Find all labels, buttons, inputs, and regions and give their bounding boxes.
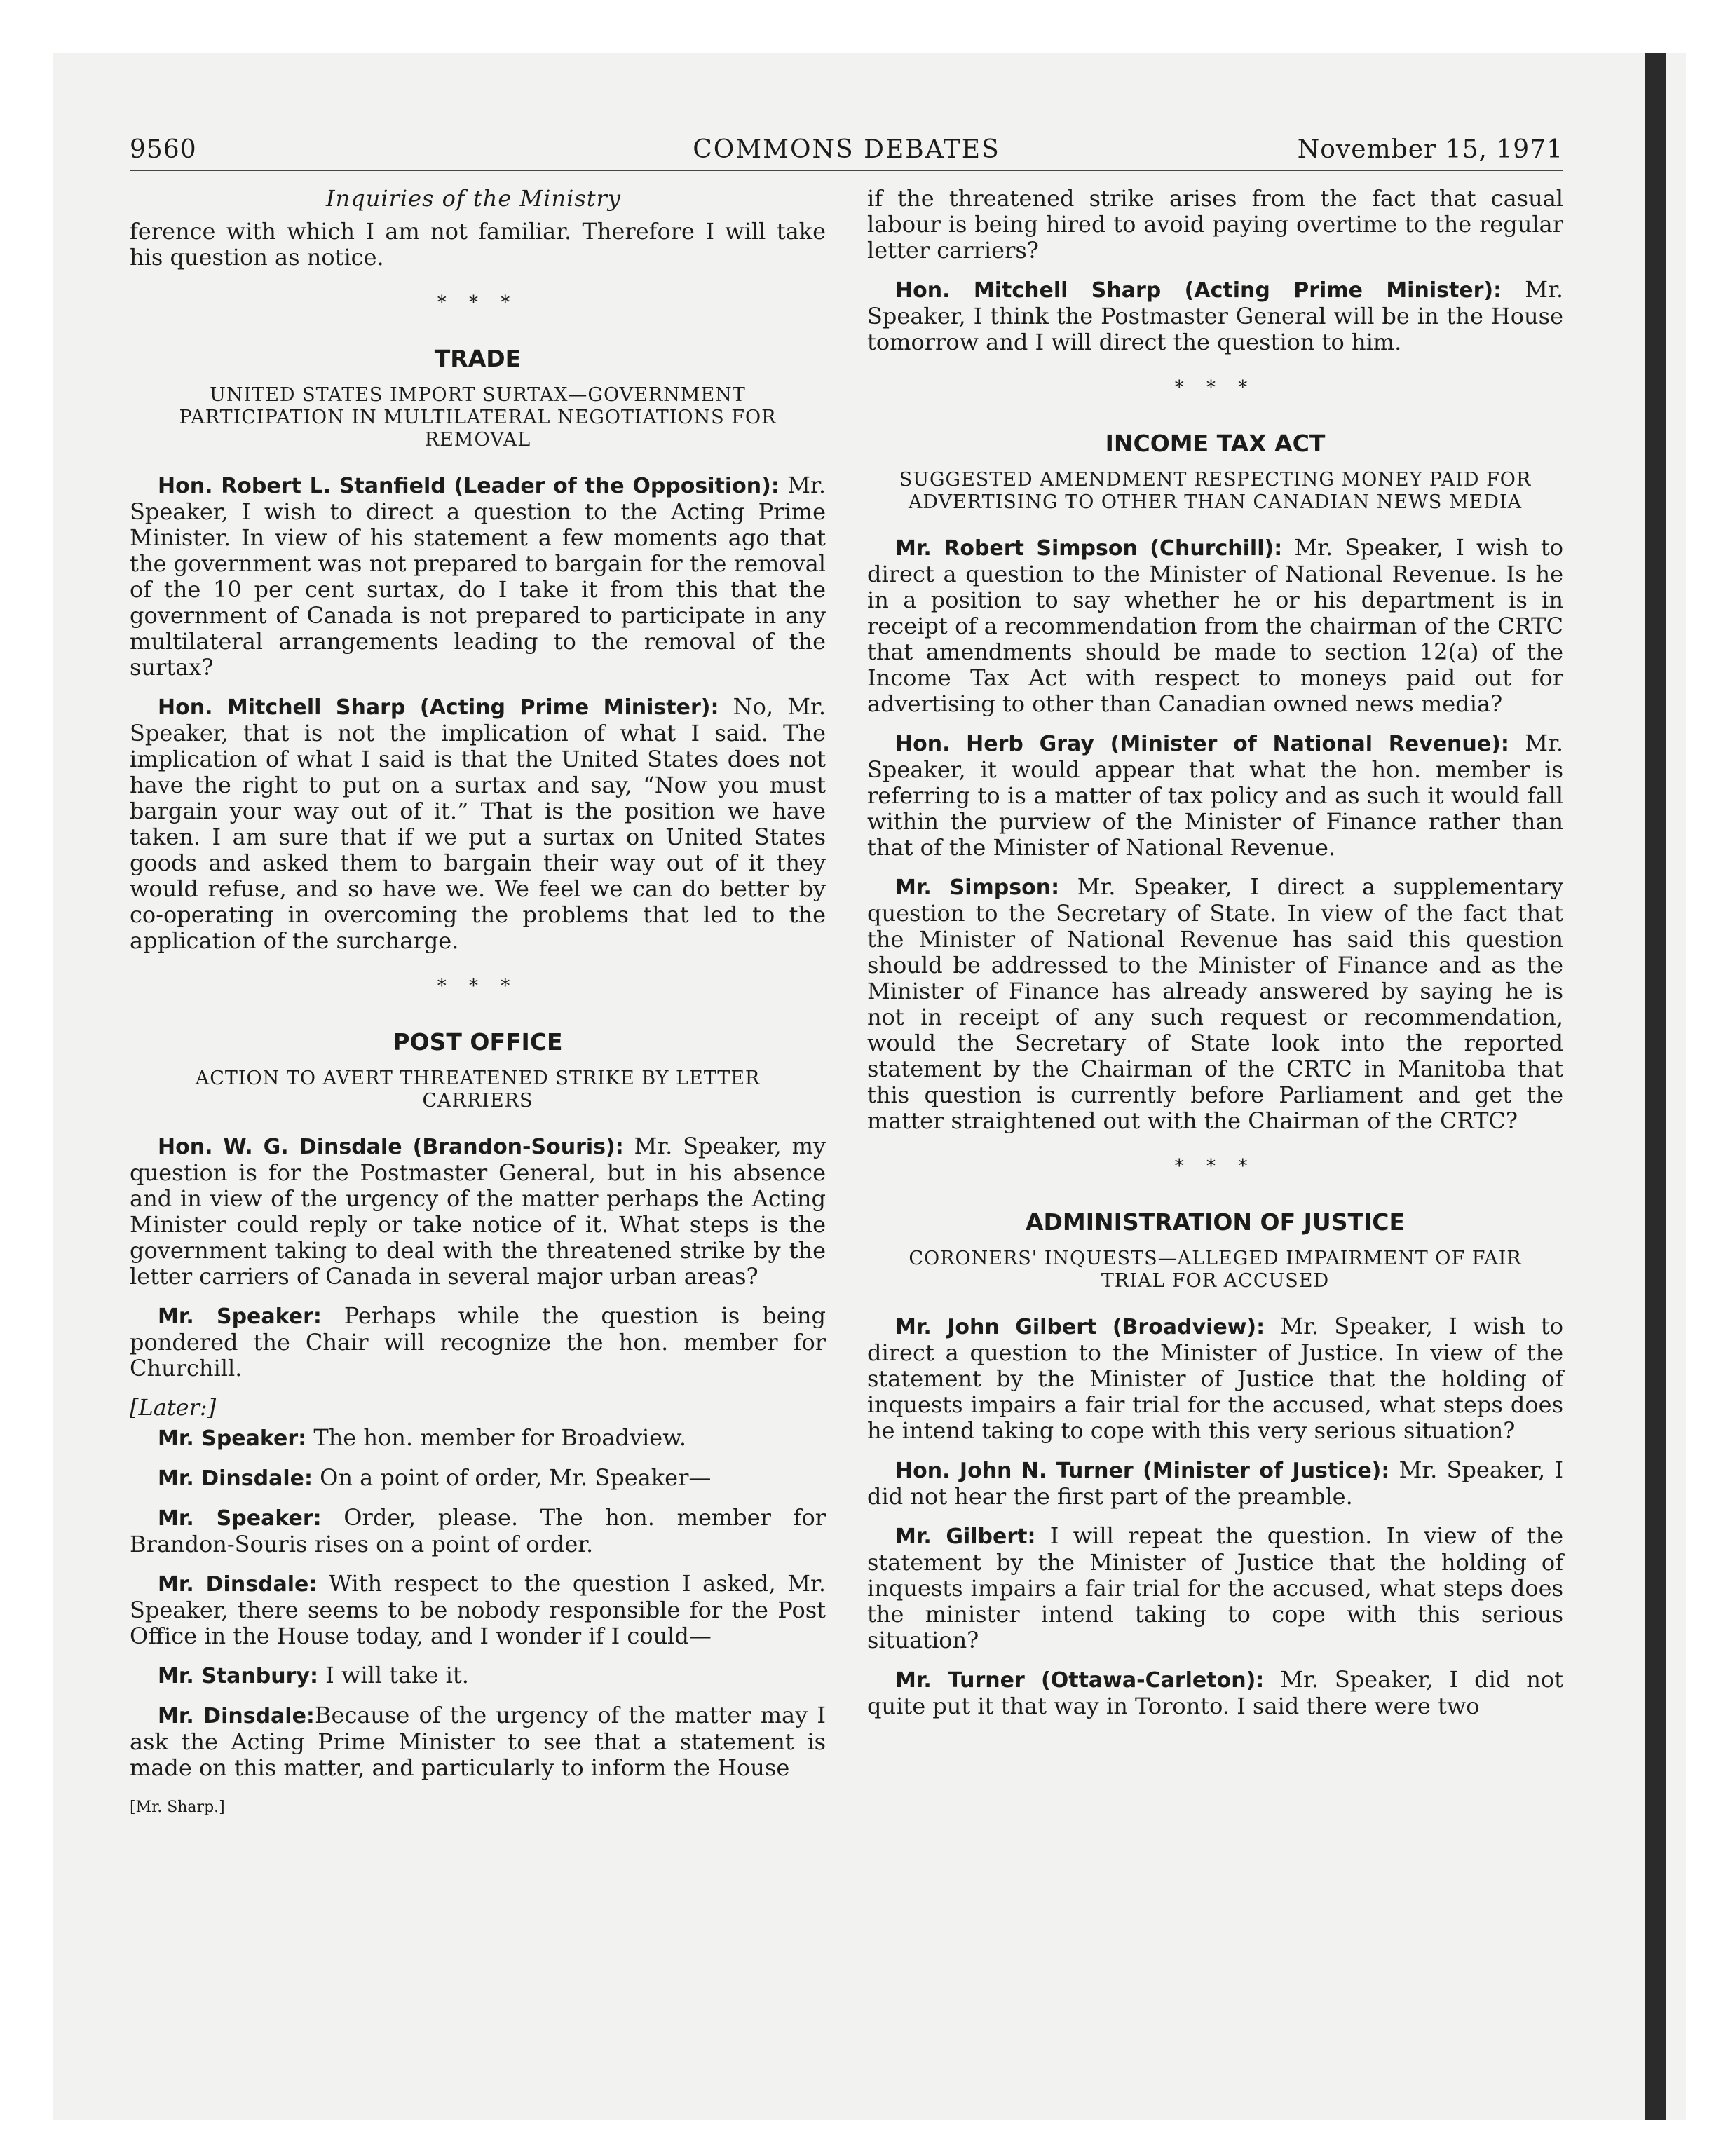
speech-text: The hon. member for Broadview. [306,1424,686,1451]
paragraph [130,1505,826,1557]
paragraph [130,1303,826,1381]
publication-title: COMMONS DEBATES [693,135,1000,164]
speaker-name: Mr. Dinsdale: [158,1704,315,1728]
speech-text: Mr. Speaker, I think the Postmaster General will be in the House tomorrow and I will direct the question to him. [867,276,1564,355]
footnote: [Mr. Sharp.] [130,1799,225,1816]
speaker-name: Mr. Gilbert: [895,1524,1036,1549]
speaker-name: Mr. Turner (Ottawa-Carleton): [895,1668,1265,1693]
paragraph [867,730,1563,861]
speaker-name: Hon. W. G. Dinsdale (Brandon-Souris): [158,1135,624,1159]
speech-text: Mr. Speaker, my question is for the Postmaster General, but in his absence and in view of the urgency of the matter perhaps the Acting Minister could reply or take notice of it. What steps is the government taking to deal with the threatened strike by the letter carriers of Canada in several major urban areas? [130,1133,826,1290]
paragraph [130,1703,826,1781]
speech-text: With respect to the question I asked, Mr. Speaker, there seems to be nobody responsible for the Post Office in the House today, and I wonder if I could— [130,1570,826,1649]
header-rule [130,170,1563,171]
paragraph [867,1667,1563,1719]
paragraph [867,535,1563,717]
paragraph: if the threatened strike arises from the fact that casual labour is being hired to avoid paying overtime to the regular letter carriers? [867,185,1563,264]
paragraph [867,277,1563,355]
speaker-name: Mr. Speaker: [158,1426,307,1451]
speech-text: On a point of order, Mr. Speaker— [312,1464,712,1491]
paragraph [130,694,826,954]
speaker-name: Hon. Mitchell Sharp (Acting Prime Minister): [158,695,719,720]
page-number: 9560 [130,135,197,164]
speaker-name: Hon. John N. Turner (Minister of Justice): [895,1459,1390,1483]
subheading: UNITED STATES IMPORT SURTAX—GOVERNMENT PARTICIPATION IN MULTILATERAL NEGOTIATIONS FOR REMOVAL [179,384,777,451]
speaker-name: Hon. Herb Gray (Minister of National Revenue): [895,732,1509,756]
section-heading-trade: TRADE [434,345,522,372]
speaker-name: Mr. John Gilbert (Broadview): [895,1315,1265,1339]
paragraph [130,472,826,681]
paragraph [867,1523,1563,1653]
speaker-name: Mr. Simpson: [895,875,1060,900]
speech-text: Order, please. The hon. member for Brandon-Souris rises on a point of order. [130,1504,826,1557]
paragraph [867,1457,1563,1510]
section-separator: * * * [437,976,519,997]
section-heading-justice: ADMINISTRATION OF JUSTICE [1025,1208,1406,1236]
speech-text: Mr. Speaker, I direct a supplementary question to the Secretary of State. In view of the fact that the Minister of National Revenue has said this question should be addressed to the Minister of Finance and as the Minister of Finance has already answered by saying he is not in receipt of any such request or recommendation, would the Secretary of State look into the reported statement by the Chairman of the CRTC in Manitoba that this question is currently before Parliament and get the matter straightened out with the Chairman of the CRTC? [867,873,1563,1134]
paragraph [130,1425,826,1452]
speech-text: Mr. Speaker, I wish to direct a question to the Minister of Justice. In view of the statement by the Minister of Justice that the holding of inquests impairs a fair trial for the accused, what steps does he intend taking to cope with this very serious situation? [867,1313,1563,1444]
section-separator: * * * [437,292,519,313]
section-heading-post-office: POST OFFICE [393,1028,563,1056]
speech-text: Mr. Speaker, I did not quite put it that way in Toronto. I said there were two [867,1666,1564,1719]
paragraph [130,1133,826,1290]
left-column [130,186,826,1834]
section-heading-income-tax: INCOME TAX ACT [1105,430,1326,457]
speaker-name: Mr. Robert Simpson (Churchill): [895,536,1283,561]
subheading: CORONERS' INQUESTS—ALLEGED IMPAIRMENT OF FAIR TRIAL FOR ACCUSED [909,1248,1522,1292]
speech-text: I will take it. [318,1662,469,1688]
speaker-name: Mr. Dinsdale: [158,1572,318,1597]
speech-text: Mr. Speaker, I did not hear the first part of the preamble. [867,1456,1563,1510]
paragraph [867,1314,1563,1444]
subheading: SUGGESTED AMENDMENT RESPECTING MONEY PAID FOR ADVERTISING TO OTHER THAN CANADIAN NEWS MEDIA [899,469,1532,513]
speech-text: No, Mr. Speaker, that is not the implication of what I said. The implication of what I said is that the United States does not have the right to put on a surtax and say, “Now you must bargain your way out of it.” That is the position we have taken. I am sure that if we put a surtax on United States goods and asked them to bargain their way out of it they would refuse, and so have we. We feel we can do better by co-operating in overcoming the problems that led to the application of the surcharge. [130,693,826,954]
paragraph [130,1571,826,1649]
paragraph: ference with which I am not familiar. Therefore I will take his question as notice. [130,218,826,271]
speech-text: Mr. Speaker, I wish to direct a question to the Acting Prime Minister. In view of his statement a few moments ago that the government was not prepared to bargain for the removal of the 10 per cent surtax, do I take it from this that the government of Canada is not prepared to participate in any multilateral arrangements leading to the removal of the surtax? [130,472,826,681]
page-header [130,135,1563,170]
paragraph [130,1663,826,1689]
speech-text: Mr. Speaker, I wish to direct a question to the Minister of National Revenue. Is he in a position to say whether he or his department is in receipt of a recommendation from the chairman of the CRTC that amendments should be made to section 12(a) of the Income Tax Act with respect to moneys paid out for advertising to other than Canadian owned news media? [867,534,1564,717]
speech-text: I will repeat the question. In view of the statement by the Minister of Justice that the holding of inquests impairs a fair trial for the accused, what steps does the minister intend taking to cope with this serious situation? [867,1522,1564,1653]
speech-text: Mr. Speaker, it would appear that what the hon. member is referring to is a matter of tax policy and as such it would fall within the purview of the Minister of Finance rather than that of the Minister of National Revenue. [867,730,1563,861]
speech-text: Because of the urgency of the matter may I ask the Acting Prime Minister to see that a statement is made on this matter, and particularly to inform the House [130,1702,826,1781]
later-marker: [Later:] [130,1394,217,1421]
page-date: November 15, 1971 [1297,135,1563,164]
binding-edge [1645,53,1666,2120]
speaker-name: Hon. Robert L. Stanfield (Leader of the Opposition): [158,474,780,498]
speaker-name: Mr. Stanbury: [158,1664,318,1688]
running-head: Inquiries of the Ministry [326,185,621,212]
speaker-name: Mr. Speaker: [158,1506,322,1531]
section-separator: * * * [1174,1156,1256,1177]
speaker-name: Mr. Speaker: [158,1304,322,1329]
speaker-name: Hon. Mitchell Sharp (Acting Prime Minister): [895,278,1502,303]
subheading: ACTION TO AVERT THREATENED STRIKE BY LETTER CARRIERS [195,1067,761,1112]
paragraph [867,874,1563,1134]
speech-text: Perhaps while the question is being pondered the Chair will recognize the hon. member for Churchill. [130,1302,826,1381]
speaker-name: Mr. Dinsdale: [158,1466,313,1491]
paragraph [130,1465,826,1492]
section-separator: * * * [1174,377,1256,398]
right-column [867,186,1563,1733]
